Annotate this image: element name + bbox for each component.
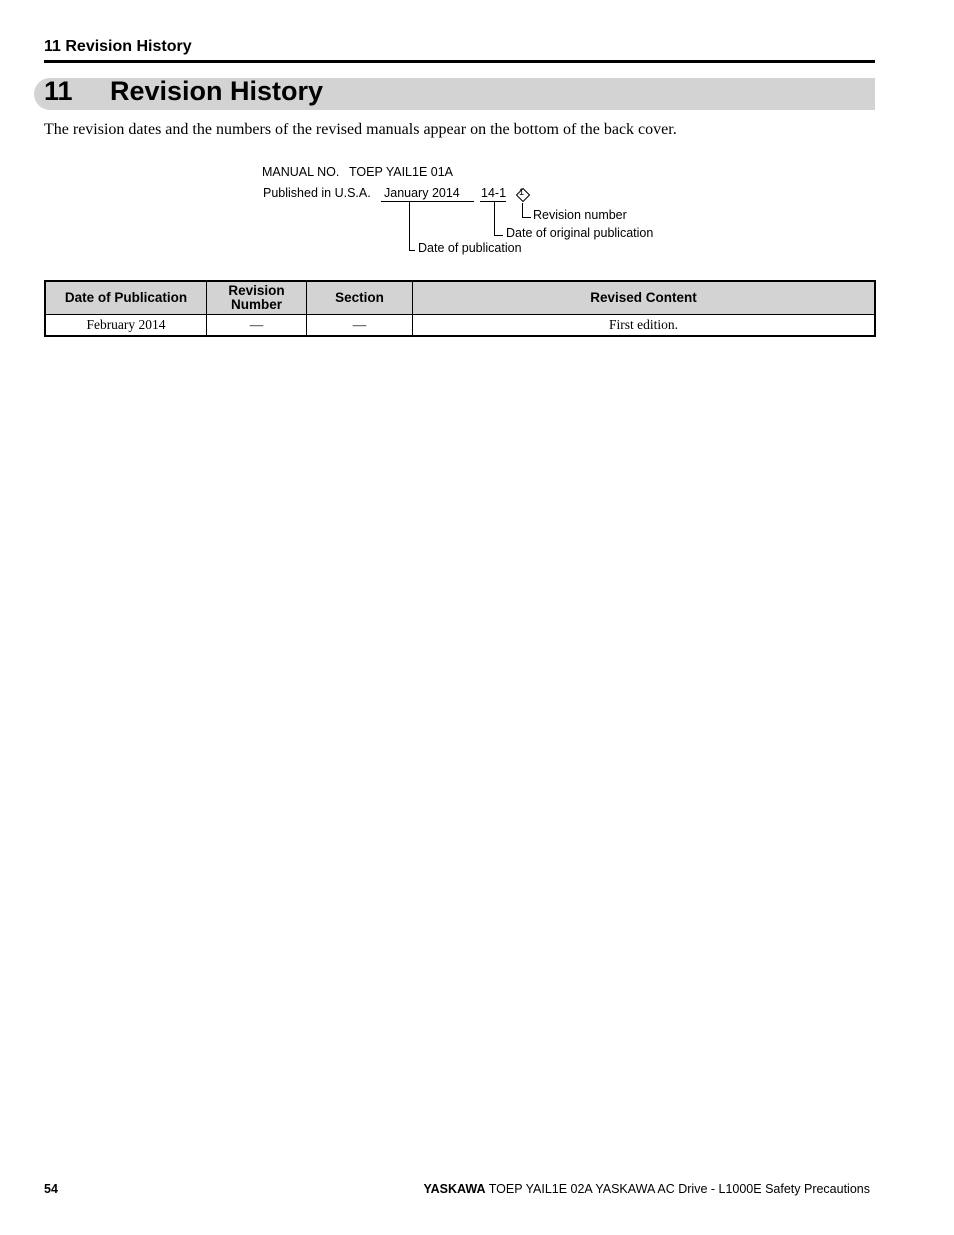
revision-symbol: 1 [519,187,525,197]
column-header-revision: Revision Number [207,281,307,315]
footer-brand: YASKAWA [423,1182,486,1196]
published-label: Published in U.S.A. [263,186,371,200]
original-publication-label: Date of original publication [506,226,654,240]
original-code: 14-1 [481,186,507,200]
revision-table [44,280,876,337]
column-header-content: Revised Content [413,281,876,315]
page-number: 54 [44,1182,58,1196]
publication-date: January 2014 [384,186,460,200]
cell-revision: — [207,315,307,337]
footer-document-title [423,1182,870,1196]
section-number: 11 [44,76,73,106]
date-of-publication-label: Date of publication [418,241,522,255]
publication-leader-vertical [409,202,410,251]
revision-number-label: Revision number [533,208,627,222]
publication-leader-horizontal [409,250,415,251]
original-leader-vertical [494,202,495,236]
publication-date-underline [381,201,474,202]
table-row [45,315,875,337]
original-leader-horizontal [494,235,503,236]
revision-leader-horizontal [522,217,531,218]
section-title: Revision History [110,76,324,106]
header-rule [44,60,875,63]
footer-doc-title: TOEP YAIL1E 02A YASKAWA AC Drive - L1000E Safety Precautions [488,1182,870,1196]
cell-content: First edition. [413,315,876,337]
cell-date: February 2014 [45,315,207,337]
cell-section: — [307,315,413,337]
table-header-row [45,281,875,315]
revision-leader-vertical [522,203,523,218]
manual-no-value: TOEP YAIL1E 01A [349,165,454,179]
column-header-section: Section [307,281,413,315]
intro-paragraph: The revision dates and the numbers of the revised manuals appear on the bottom of the back cover. [44,121,677,138]
column-header-date: Date of Publication [45,281,207,315]
manual-no-label: MANUAL NO. [262,165,340,179]
original-code-underline [480,201,506,202]
running-header-title: 11 Revision History [44,38,192,55]
